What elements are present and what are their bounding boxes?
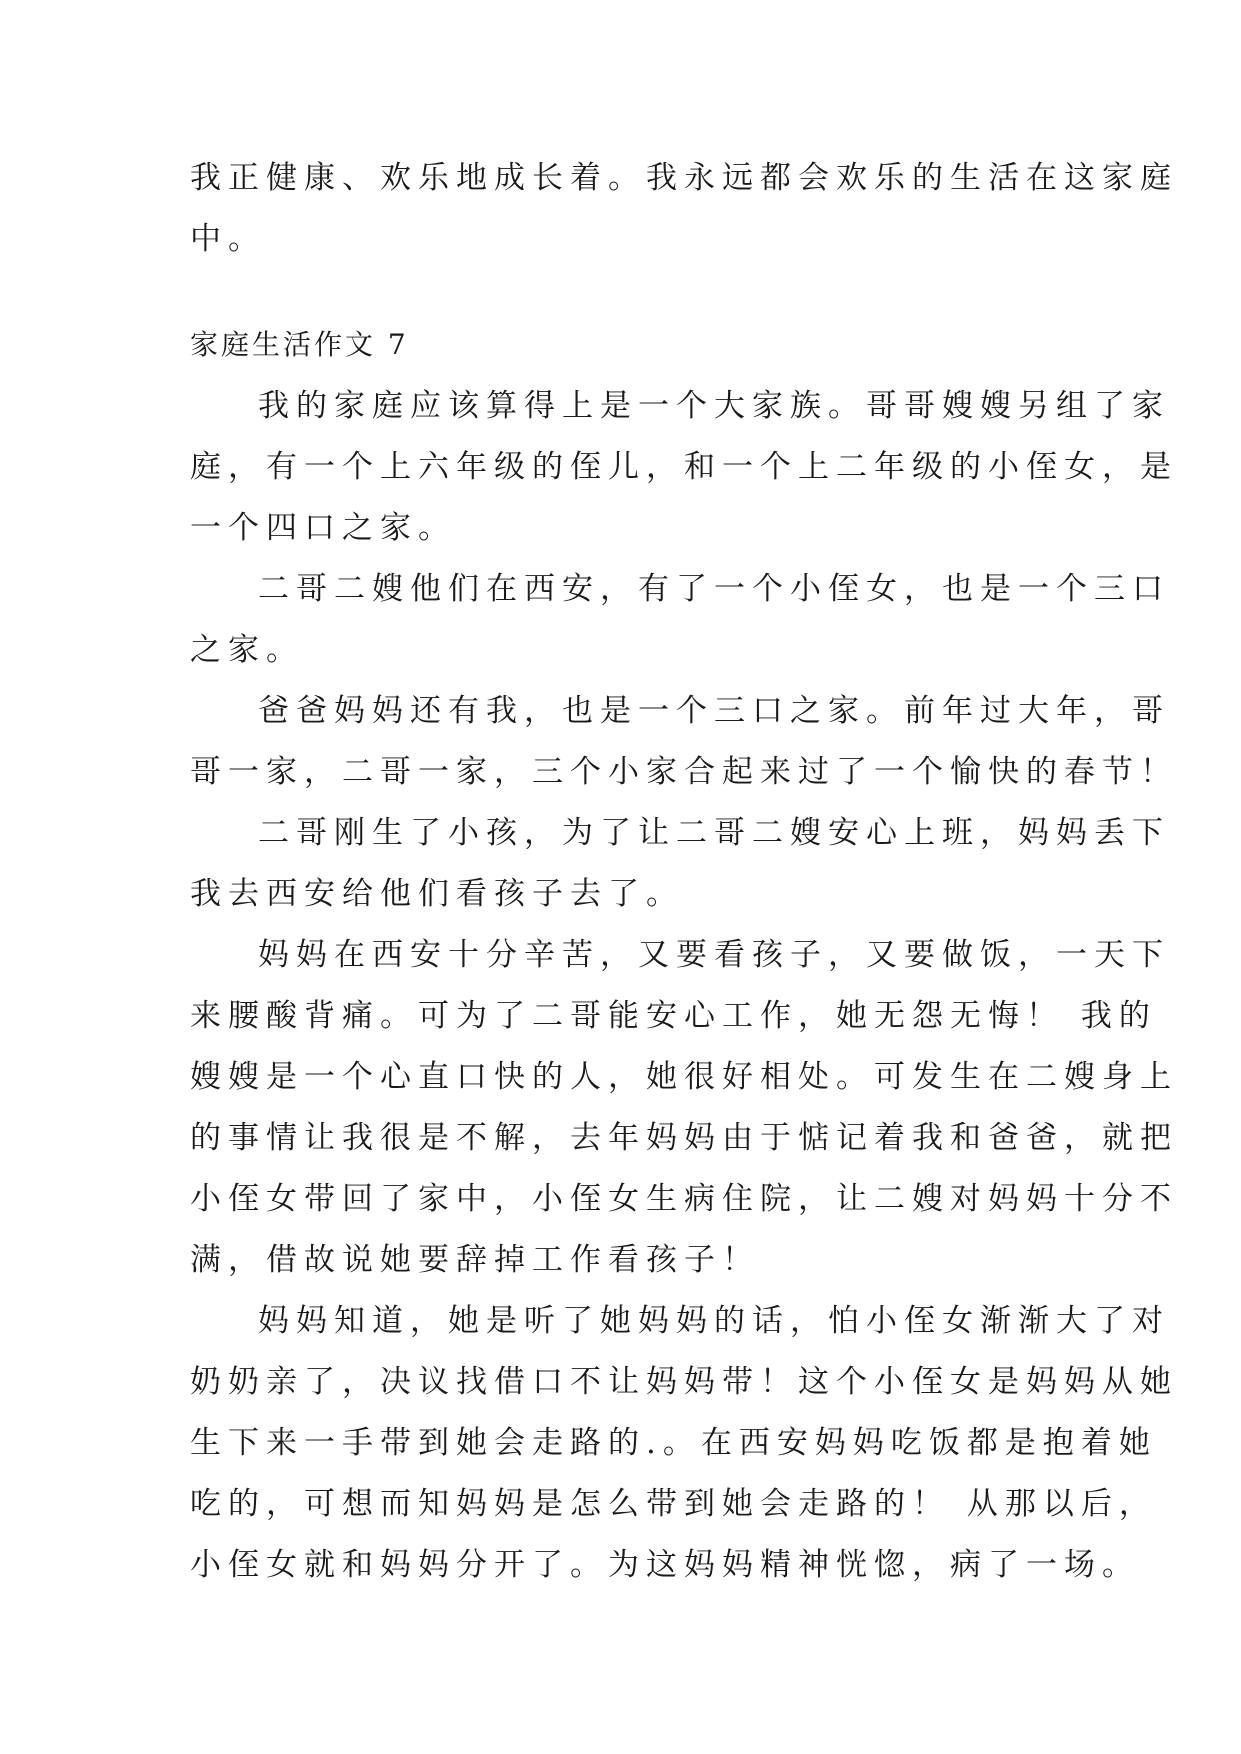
- paragraph-1-line-2: 庭，有一个上六年级的侄儿，和一个上二年级的小侄女，是: [190, 449, 1178, 485]
- paragraph-6-line-4: 吃的，可想而知妈妈是怎么带到她会走路的！ 从那以后，: [190, 1486, 1157, 1522]
- intro-line-1: 我正健康、欢乐地成长着。我永远都会欢乐的生活在这家庭: [190, 160, 1178, 196]
- paragraph-2-line-2: 之家。: [190, 632, 304, 668]
- paragraph-3-line-1: 爸爸妈妈还有我，也是一个三口之家。前年过大年，哥: [258, 693, 1170, 729]
- paragraph-1-line-1: 我的家庭应该算得上是一个大家族。哥哥嫂嫂另组了家: [258, 388, 1170, 424]
- paragraph-4-line-1: 二哥刚生了小孩，为了让二哥二嫂安心上班，妈妈丢下: [258, 815, 1170, 851]
- paragraph-6-line-3: 生下来一手带到她会走路的.。在西安妈妈吃饭都是抱着她: [190, 1425, 1157, 1461]
- document-body: [190, 158, 1178, 1585]
- paragraph-2-line-1: 二哥二嫂他们在西安，有了一个小侄女，也是一个三口: [258, 571, 1170, 607]
- intro-line-2: 中。: [190, 221, 266, 257]
- paragraph-5-line-3: 嫂嫂是一个心直口快的人，她很好相处。可发生在二嫂身上: [190, 1059, 1178, 1095]
- paragraph-4-line-2: 我去西安给他们看孩子去了。: [190, 876, 684, 912]
- paragraph-5-line-6: 满，借故说她要辞掉工作看孩子！: [190, 1242, 760, 1278]
- paragraph-6-line-5: 小侄女就和妈妈分开了。为这妈妈精神恍惚，病了一场。: [190, 1547, 1140, 1583]
- paragraph-1-line-3: 一个四口之家。: [190, 510, 456, 546]
- paragraph-5-line-5: 小侄女带回了家中，小侄女生病住院，让二嫂对妈妈十分不: [190, 1181, 1178, 1217]
- paragraph-6-line-1: 妈妈知道，她是听了她妈妈的话，怕小侄女渐渐大了对: [258, 1303, 1170, 1339]
- paragraph-6-line-2: 奶奶亲了，决议找借口不让妈妈带！这个小侄女是妈妈从她: [190, 1364, 1178, 1400]
- paragraph-3-line-2: 哥一家，二哥一家，三个小家合起来过了一个愉快的春节！: [190, 754, 1178, 790]
- paragraph-5-line-4: 的事情让我很是不解，去年妈妈由于惦记着我和爸爸，就把: [190, 1120, 1178, 1156]
- section-title: 家庭生活作文 7: [190, 328, 409, 361]
- paragraph-5-line-2: 来腰酸背痛。可为了二哥能安心工作，她无怨无悔！ 我的: [190, 998, 1157, 1034]
- paragraph-5-line-1: 妈妈在西安十分辛苦，又要看孩子，又要做饭，一天下: [258, 937, 1170, 973]
